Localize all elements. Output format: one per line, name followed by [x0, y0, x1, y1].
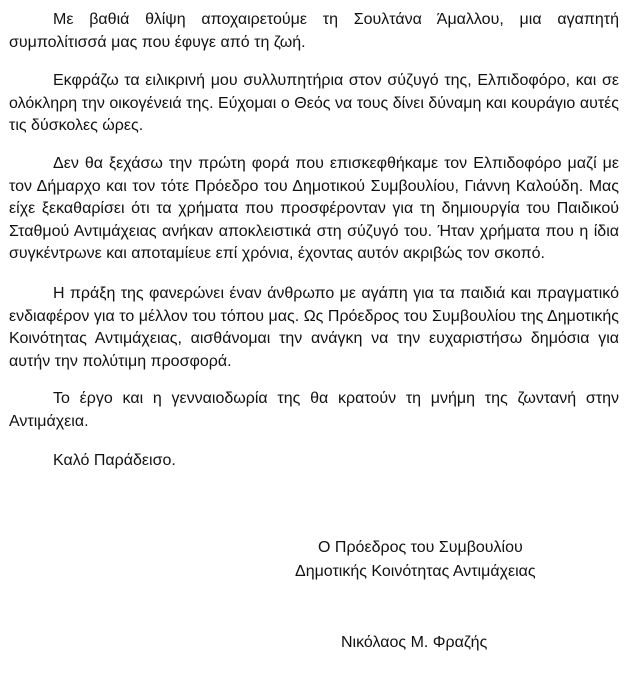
signature-name: Νικόλαος Μ. Φραζής: [341, 634, 488, 651]
letter-closing: Καλό Παράδεισο.: [53, 452, 176, 469]
letter-paragraph-1: Με βαθιά θλίψη αποχαιρετούμε τη Σουλτάνα Άμαλλου, μια αγαπητή συμπολίτισσά μας που έφυγε από τη ζωή.: [9, 11, 619, 51]
letter-paragraph-2: Εκφράζω τα ειλικρινή μου συλλυπητήρια στον σύζυγό της, Ελπιδοφόρο, και σε ολόκληρη την οικογένειά της. Εύχομαι ο Θεός να τους δίνει δύναμη και κουράγιο αυτές τις δύσκολες ώρες.: [9, 72, 619, 134]
letter-paragraph-4: Η πράξη της φανερώνει έναν άνθρωπο με αγάπη για τα παιδιά και πραγματικό ενδιαφέρον για το μέλλον του τόπου μας. Ως Πρόεδρος του Συμβουλίου της Δημοτικής Κοινότητας Αντιμάχειας, αισθάνομαι την ανάγκη να την ευχαριστήσω δημόσια για αυτήν την πολύτιμη προσφορά.: [9, 285, 619, 370]
letter-paragraph-5: Το έργο και η γενναιοδωρία της θα κρατούν τη μνήμη της ζωντανή στην Αντιμάχεια.: [9, 390, 619, 430]
letter-paragraph-3: Δεν θα ξεχάσω την πρώτη φορά που επισκεφθήκαμε τον Ελπιδοφόρο μαζί με τον Δήμαρχο και τον τότε Πρόεδρο του Δημοτικού Συμβουλίου, Γιάννη Καλούδη. Μας είχε ξεκαθαρίσει ότι τα χρήματα που προσφέρονταν για τη δημιουργία του Παιδικού Σταθμού Αντιμάχειας ανήκαν αποκλειστικά στη σύζυγό του. Ήταν χρήματα που η ίδια συγκέντρωνε και αποταμίευε επί χρόνια, έχοντας αυτόν ακριβώς τον σκοπό.: [9, 155, 619, 262]
signature-title-line-1: Ο Πρόεδρος του Συμβουλίου: [318, 539, 523, 556]
signature-title-line-2: Δημοτικής Κοινότητας Αντιμάχειας: [295, 563, 536, 580]
